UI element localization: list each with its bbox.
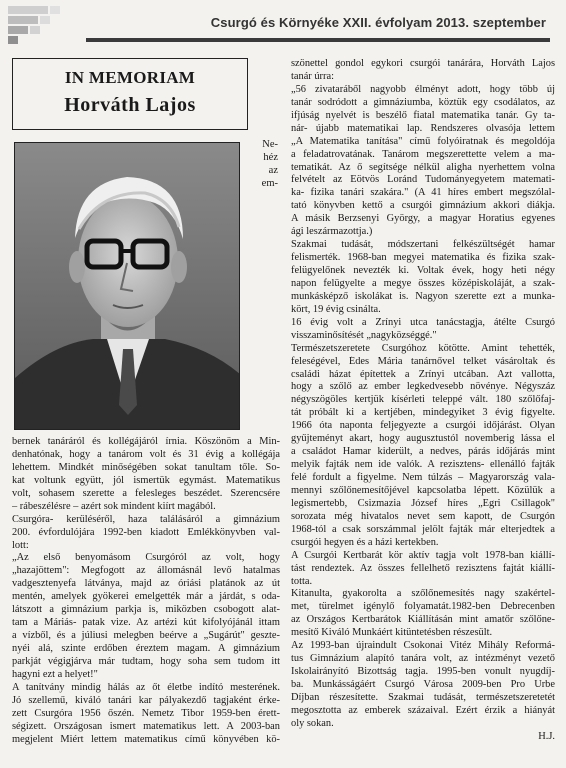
text-line: a családot Hamar kiderült, a nedves, párás időjárás mint xyxy=(291,446,555,458)
text-line: hogy a szőlő az ember legkedvesebb növénye. Négyszáz xyxy=(291,381,555,393)
text-line: A másik Berzsenyi György, a magyar Horatius egyenes xyxy=(291,213,555,225)
side-word: az xyxy=(268,165,278,176)
text-line: ka- fizika tanári szakára." (A 41 híres embert megszólal- xyxy=(291,187,555,199)
text-line: tematikát. Az ő segítsége nélkül aligha nyerhettem volna xyxy=(291,161,555,173)
right-text-column xyxy=(291,58,555,744)
text-line: lott: xyxy=(12,539,29,551)
text-line: felé fordult a figyelme. Nem túlzás – Magyarország vala- xyxy=(291,472,555,483)
title-box xyxy=(12,58,248,130)
text-line: met, türelmet igénylő folyamatát.1982-ben Debrecenben xyxy=(291,601,555,613)
text-line: felvételt az Eötvös Loránd Tudományegyetem matemati- xyxy=(291,174,555,186)
header-rule xyxy=(86,38,550,42)
text-line: visszaminősítését „nagyközséggé." xyxy=(291,329,437,341)
text-line: családi házat építettek a Zrínyi utcában. Azt vallotta, xyxy=(291,368,555,380)
text-line: nár- újabb matematikai lap. Rendszeres olvasója lettem xyxy=(291,122,555,134)
text-line: nyéi alá, szinte erdőben éreztem magam. A gimnázium xyxy=(12,643,280,654)
text-line: melyik fajták nem ide valók. A rezisztens- ellenálló fajták xyxy=(291,459,555,471)
text-line: mentén, amelyek gyökerei emelgették már a járdát, s oda- xyxy=(12,591,280,603)
text-line: felügyelőnek nevezték ki. Voltak évek, hogy heti négy xyxy=(291,265,555,276)
text-line: tanár úrra: xyxy=(291,70,334,82)
text-line: Természetszeretete Csurgóhoz kötötte. Amint tehették, xyxy=(291,342,555,354)
text-line: „hazajöttem": Megfogott az állomásnál levő hatalmas xyxy=(12,565,280,577)
text-line: vadgesztenyefa látványa, majd az óriási platánok az út xyxy=(12,578,280,590)
text-line: „A Matematika tanítása" című folyóiratnak és megoldója xyxy=(291,135,555,147)
text-line: mennyi szőlőnemesítőjével kapcsolatba lépett. Közülük a xyxy=(291,484,555,496)
text-line: Díjban részesítette. Szakmai tudását, természetszeretetét xyxy=(291,691,555,703)
text-line: legismertebb, Csizmazia József híres „Egri Csillagok" xyxy=(291,497,555,509)
text-line: bernek tanáráról és kollégájáról írnia. Köszönöm a Min- xyxy=(12,436,280,447)
text-line: tam a Máriás- patak vize. Az artézi kút kifolyójánál ittam xyxy=(12,617,280,629)
text-line: Szakmai tudását, módszertani felkészültségét hamar xyxy=(291,239,555,251)
text-line: tást rendeztek. Az összes fellelhető rezisztens fajtát kiállí- xyxy=(291,562,555,574)
text-line: megosztotta az emberek százaival. Ezért érzik a hiányát xyxy=(291,704,555,716)
text-line: – rábeszélésre – azért sok mindent kiírt magából. xyxy=(12,500,216,512)
text-line: 1968-tól a csak sorszámmal jelölt fajták már elterjedtek a xyxy=(291,523,555,535)
text-line: kat voltunk együtt, jól ismertük egymást. Matematikus xyxy=(12,474,280,486)
text-line: tus Gimnázium alapító tanára volt, az intézményt vezető xyxy=(291,653,555,665)
side-word: Ne- xyxy=(262,139,278,150)
text-line: napon felügyelte a megye összes középiskoláját, a szak- xyxy=(291,277,555,289)
text-line: totta. xyxy=(291,575,313,587)
text-line: „56 zivataráből nagyobb élményt adott, hogy több új xyxy=(291,83,555,95)
text-line: Csurgóra- kerüléséről, haza találásáról a gimnázium xyxy=(12,513,280,525)
text-line: ági leszármazottja.) xyxy=(291,226,373,238)
text-line: H.J. xyxy=(538,730,555,742)
text-line: csurgói hegyen és a házi kertekben. xyxy=(291,536,439,548)
text-line: ifjúság nyelvét is beszélő fiatal matematika tanár. Gy ta- xyxy=(291,109,555,121)
title-in-memoriam: IN MEMORIAM xyxy=(64,68,196,87)
text-line: a vízből, és a júliusi melegben beérve a „Sugárút" geszte- xyxy=(12,630,280,642)
text-line: hagyni ezt a helyet!" xyxy=(12,668,98,680)
title-name: Horváth Lajos xyxy=(64,94,196,116)
side-words xyxy=(254,138,278,190)
text-line: volt, sohasem szerette a felesleges beszédet. Szerencsére xyxy=(12,487,280,499)
text-line: oly sokan. xyxy=(291,717,334,729)
header-decoration xyxy=(8,6,72,46)
text-line: 16 évig volt a Zrínyi utca tanácstagja, átélte Csurgó xyxy=(291,316,555,328)
side-word: em- xyxy=(261,178,278,189)
text-line: felismerték. 1968-ban megyei matematika és fizika szak- xyxy=(291,252,555,264)
text-line: tát próbált ki a kertjében, mindegyiket 3 évig figyelte. xyxy=(291,407,555,419)
text-line: megjelent Miért lettem matematikus című könyvében kö- xyxy=(12,733,280,745)
side-word: héz xyxy=(263,152,278,163)
text-line: mesítő Kiváló Munkáért kitüntetésben részesült. xyxy=(291,627,493,639)
text-line: tanár sodródott a gimnáziumba, köztük egy csodálatos, az xyxy=(291,96,555,108)
text-line: 200. évfordulójára 1992-ben kiadott Emlékkönyvben val- xyxy=(12,526,280,538)
text-line: a feladatrovatának. Tanárom megszerettette velem a ma- xyxy=(291,148,555,160)
text-line: ba. Munkásságáért Csurgó Városa 2009-ben Pro Urbe xyxy=(291,679,555,690)
text-line: A Csurgói Kertbarát kör aktív tagja volt 1978-ban kiállí- xyxy=(291,549,555,561)
text-line: tató könyvben kettő a csurgói gimnázium akkori diákja. xyxy=(291,200,555,212)
text-line: szönettel gondol egykori csurgói tanárára, Horváth Lajos xyxy=(291,58,555,69)
text-line: kört, 19 évig csinálta. xyxy=(291,303,381,315)
page-header: Csurgó és Környéke XXII. évfolyam 2013. szeptember xyxy=(210,14,546,30)
text-line: gyűjteményt akart, hogy augusztustól novemberig lássa el xyxy=(291,433,555,445)
text-line: parkját végigjárva már tudtam, hogy soha sem tudom itt xyxy=(12,655,280,667)
text-line: denhatónak, hogy a tanárom volt és 31 évig a kollégája xyxy=(12,448,280,460)
text-line: munkásképző iskolákat is. Nagyon szerette ezt a munka- xyxy=(291,290,555,302)
text-line: Iskolairányító Bizottság tagja. 1995-ben vonult nyugdíj- xyxy=(291,666,555,678)
text-line: négyszögöles kertjük kísérleti teleppé vált. 180 szőlőfaj- xyxy=(291,394,555,406)
left-text-column xyxy=(12,436,280,747)
text-line: sorozata még hivatalos nevet sem kapott, de Csurgón xyxy=(291,510,555,522)
text-line: A tanítvány mindig hálás az őt életbe indító mesterének. xyxy=(12,681,280,693)
text-line: 1966 óta naponta feljegyezte a csurgói időjárást. Olyan xyxy=(291,420,555,432)
portrait-photo xyxy=(14,142,240,430)
portrait-image xyxy=(15,143,240,430)
text-line: lehettem. Mindkét minőségében sokat tanultam tőle. So- xyxy=(12,461,280,473)
text-line: Kitanulta, gyakorolta a szőlőnemesítés nagy szakértel- xyxy=(291,588,555,600)
text-line: Az 1993-ban újraindult Csokonai Vitéz Mihály Reformá- xyxy=(291,640,555,652)
text-line: ségizett. Országosan ismert matematikus lett. A 2003-ban xyxy=(12,720,280,732)
text-line: feleségével, Édes Mária tanárnővel telket vásároltak és xyxy=(291,355,555,367)
text-line: az Országos Kertbarátok Kiállításán mint amatőr szőlőne- xyxy=(291,614,555,626)
text-line: zett Csurgóra 1956 őszén. Nemetz Tibor 1959-ben érett- xyxy=(12,707,280,719)
text-line: Jó szellemű, kiváló tanári kar pályakezdő tagjaként érke- xyxy=(12,694,280,706)
text-line: „Az első benyomásom Csurgóról az volt, hogy xyxy=(12,552,280,564)
text-line: látszott a gimnázium parkja is, miközben csobogott alat- xyxy=(12,604,280,616)
